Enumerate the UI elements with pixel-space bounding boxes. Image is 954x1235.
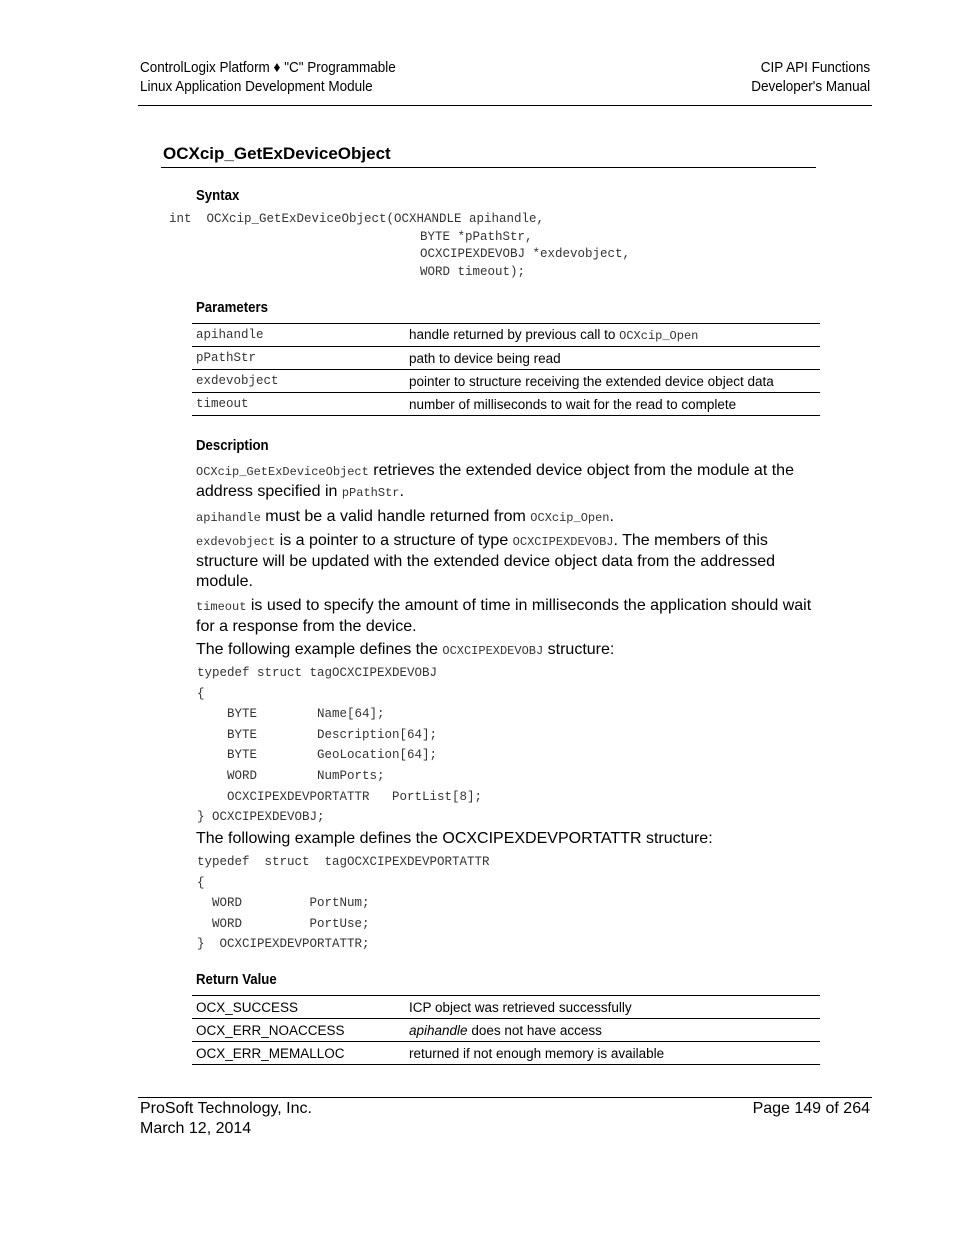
return-code: OCX_SUCCESS [192,996,405,1019]
syntax-code [169,211,630,281]
table-row [192,1042,820,1065]
struct-code-block [197,663,482,828]
code-line: BYTE GeoLocation[64]; [197,748,438,763]
table-row [192,1019,820,1042]
code-line: BYTE Description[64]; [197,727,438,742]
param-desc [405,324,820,347]
syntax-line: OCXCIPEXDEVOBJ *exdevobject, [420,247,631,261]
code-line: } OCXCIPEXDEVOBJ; [197,810,325,825]
description-paragraph [196,640,816,661]
code-term: exdevobject [196,535,276,549]
paragraph-text: retrieves the extended device object from the module at the address specified in [196,462,794,500]
return-code: OCX_ERR_NOACCESS [192,1019,405,1042]
footer-company: ProSoft Technology, Inc. [140,1100,312,1117]
code-line: BYTE Name[64]; [197,707,385,722]
page-title: OCXcip_GetExDeviceObject [163,144,391,163]
code-line: WORD NumPorts; [197,768,385,783]
parameters-heading: Parameters [196,299,268,316]
footer-rule [138,1097,872,1098]
param-name: apihandle [192,324,405,347]
code-term: OCXCIPEXDEVOBJ [442,644,544,658]
header-section-line: CIP API Functions [760,59,870,76]
code-line: WORD PortNum; [197,896,370,911]
table-row [192,996,820,1019]
syntax-heading: Syntax [196,187,240,204]
return-desc-italic: apihandle [409,1022,468,1038]
description-paragraph [196,531,816,592]
paragraph-text: must be a valid handle returned from [260,508,531,525]
code-line: typedef struct tagOCXCIPEXDEVPORTATTR [197,855,490,869]
code-line: } OCXCIPEXDEVPORTATTR; [197,937,370,952]
code-line: OCXCIPEXDEVPORTATTR PortList[8]; [197,789,483,804]
description-paragraph [196,507,816,528]
code-term: timeout [196,600,247,614]
footer-page-number: Page 149 of 264 [752,1100,870,1117]
code-term: OCXcip_Open [530,511,610,525]
code-line: WORD PortUse; [197,916,370,931]
header-left [140,58,396,96]
param-desc-code: OCXcip_Open [619,329,699,343]
title-rule [161,167,816,168]
header-right [751,58,870,96]
paragraph-text: structure: [543,641,615,658]
table-row [192,370,820,393]
param-desc: path to device being read [405,347,820,370]
table-row [192,347,820,370]
paragraph-text: . The members of this structure will be updated with the extended device object data from the addressed module. [196,532,776,590]
footer-left [140,1099,312,1139]
return-desc: returned if not enough memory is available [405,1042,820,1065]
return-value-table [192,995,820,1065]
syntax-line: int OCXcip_GetExDeviceObject(OCXHANDLE apihandle, [169,212,545,226]
param-desc: pointer to structure receiving the extended device object data [405,370,820,393]
return-desc-text: does not have access [467,1022,602,1038]
struct-code-block [197,852,490,955]
header-rule [138,105,872,106]
parameters-table [192,323,820,416]
paragraph-text: The following example defines the [196,641,443,658]
description-paragraph [196,461,816,503]
return-desc [405,1019,820,1042]
return-code: OCX_ERR_MEMALLOC [192,1042,405,1065]
footer-date: March 12, 2014 [140,1120,252,1137]
param-desc: number of milliseconds to wait for the read to complete [405,393,820,416]
code-line: typedef struct tagOCXCIPEXDEVOBJ [197,666,438,680]
param-desc-text: handle returned by previous call to [409,327,620,342]
header-manual-line: Developer's Manual [751,78,870,95]
description-paragraph: The following example defines the OCXCIPEXDEVPORTATTR structure: [196,830,713,847]
param-name: pPathStr [192,347,405,370]
table-row [192,393,820,416]
description-heading: Description [196,437,269,454]
param-name: exdevobject [192,370,405,393]
paragraph-text: . [399,483,404,500]
code-term: OCXcip_GetExDeviceObject [196,465,369,479]
code-line: { [197,875,205,890]
return-desc: ICP object was retrieved successfully [405,996,820,1019]
code-term: pPathStr [341,486,400,500]
code-term: apihandle [196,511,261,525]
code-line: { [197,686,205,701]
description-paragraph [196,596,816,637]
code-term: OCXCIPEXDEVOBJ [512,535,614,549]
paragraph-text: . [609,508,614,525]
return-value-heading: Return Value [196,971,277,988]
syntax-line: BYTE *pPathStr, [420,229,533,244]
syntax-line: WORD timeout); [420,264,526,279]
paragraph-text: is used to specify the amount of time in milliseconds the application should wait for a response from the device. [196,597,812,635]
paragraph-text: is a pointer to a structure of type [275,532,513,549]
table-row [192,324,820,347]
header-product-line: ControlLogix Platform ♦ "C" Programmable [140,59,396,76]
header-module-line: Linux Application Development Module [140,78,373,95]
param-name: timeout [192,393,405,416]
